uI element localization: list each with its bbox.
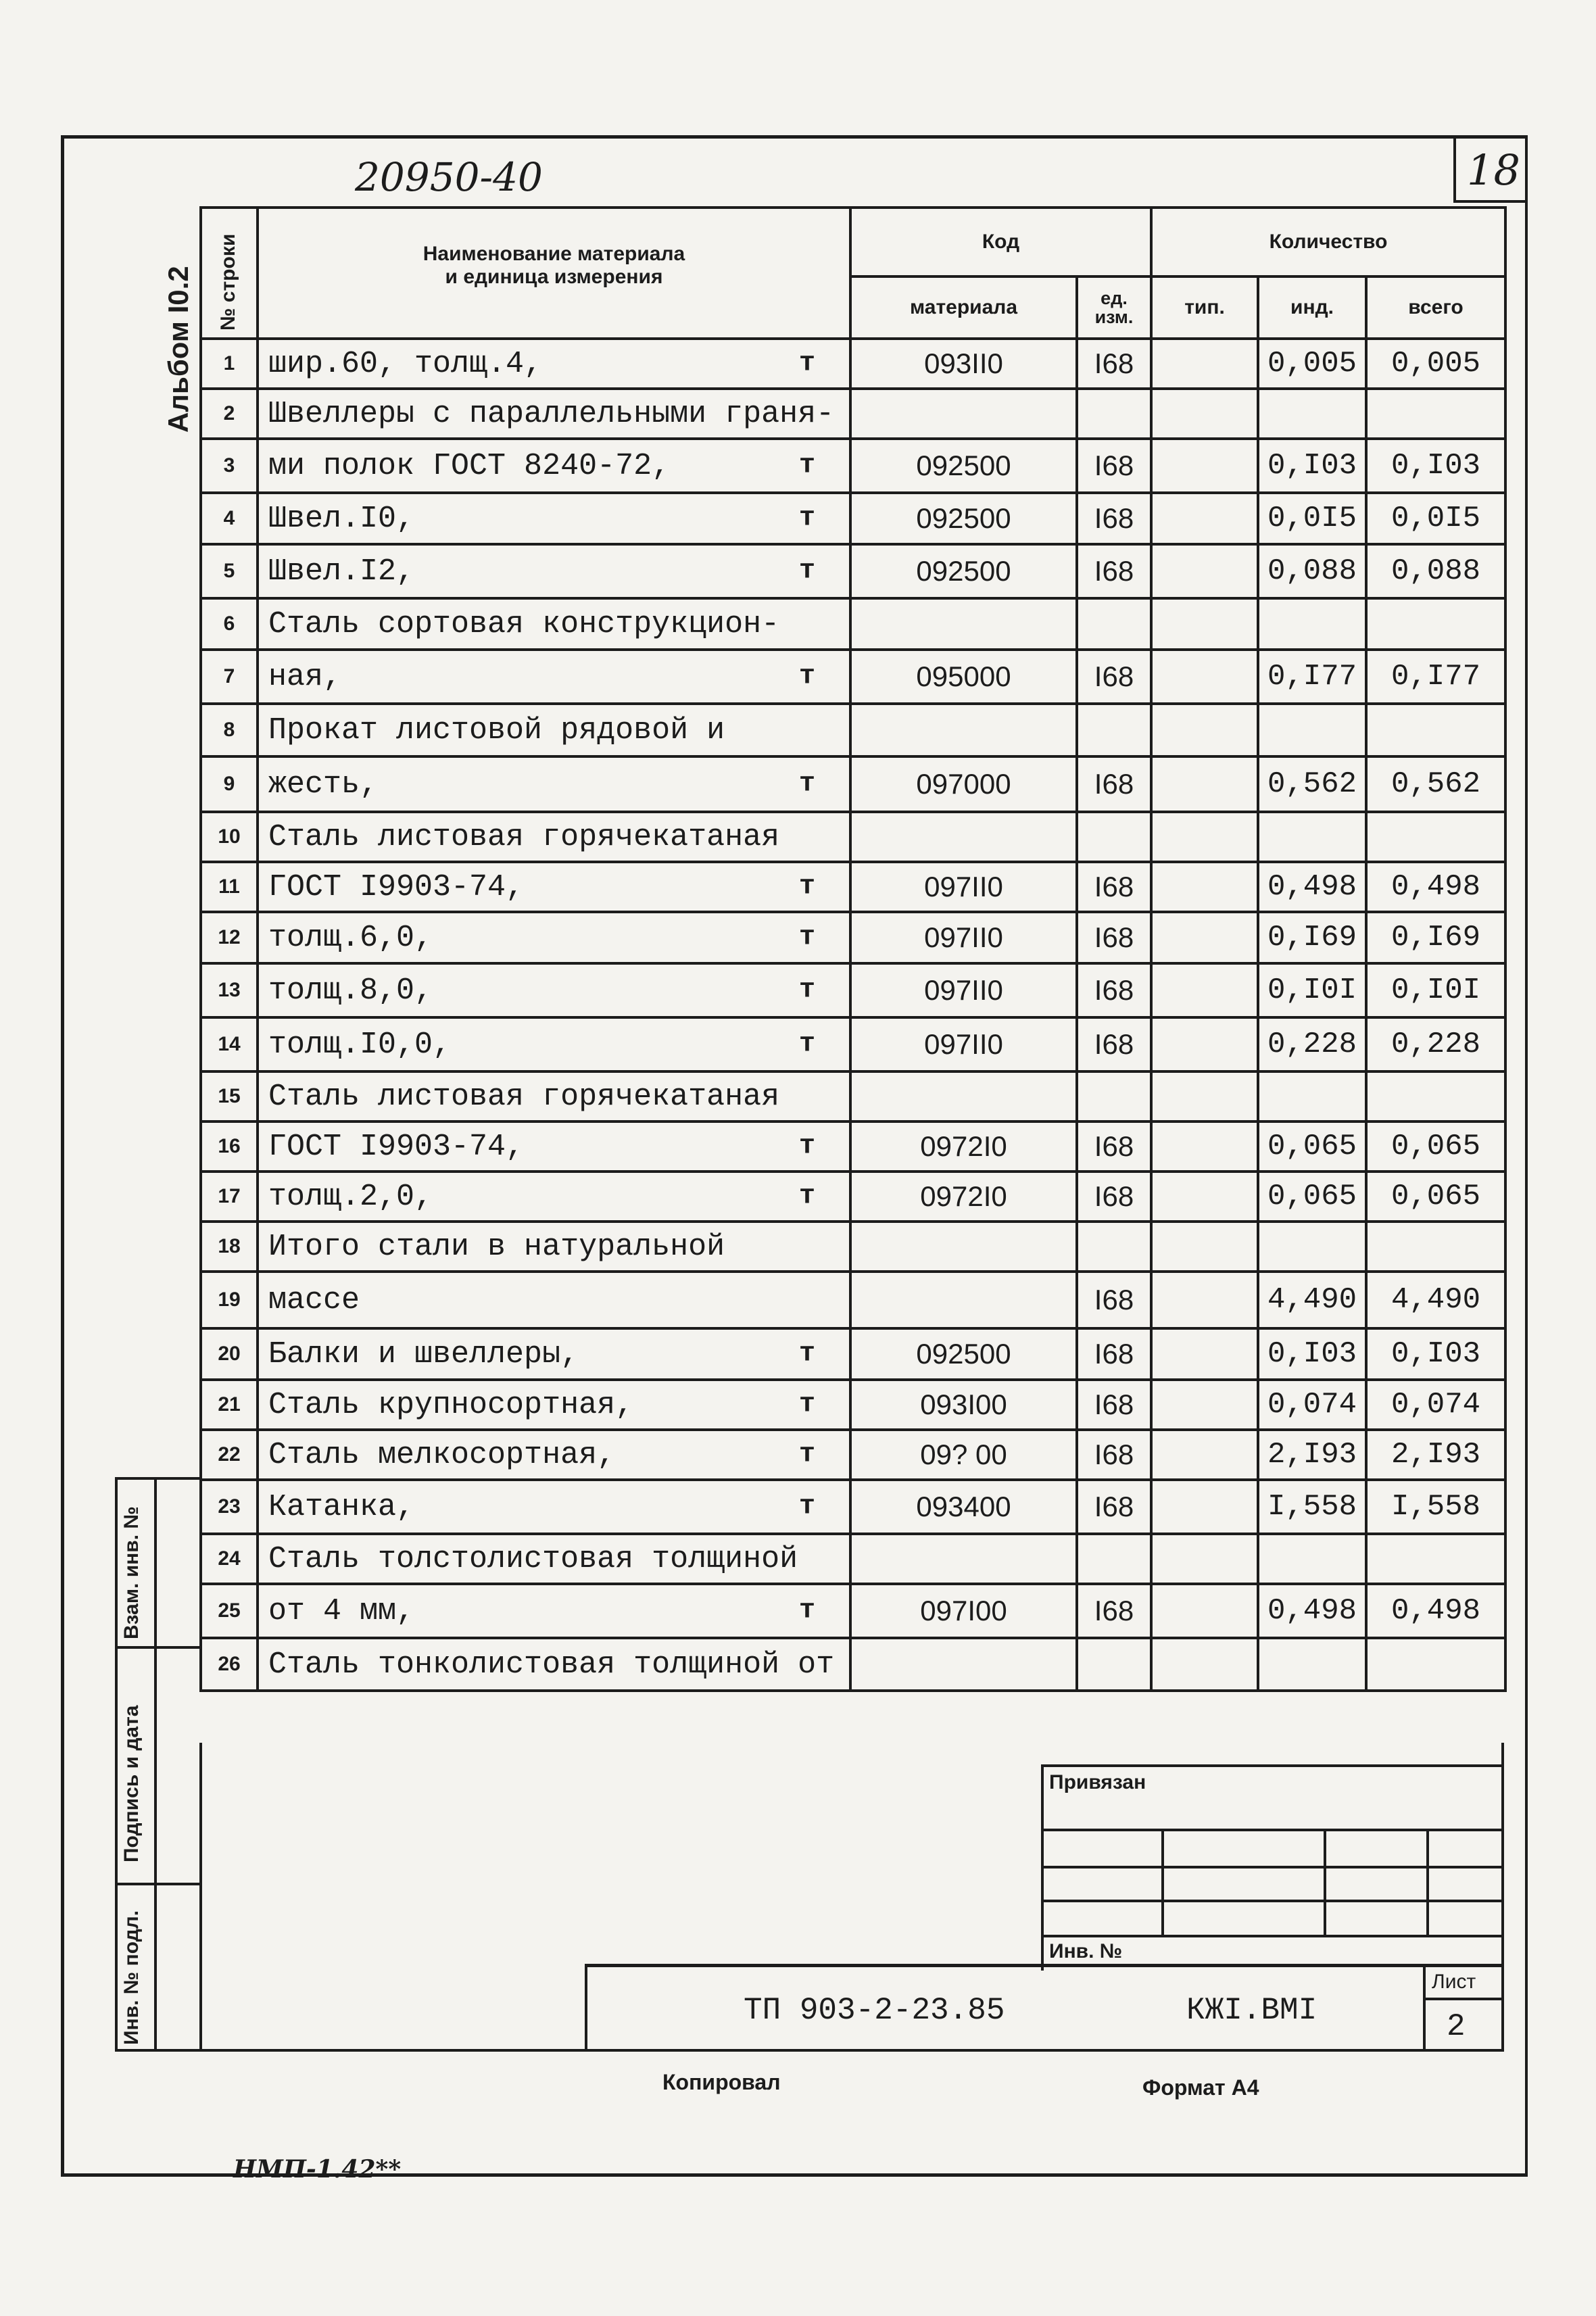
- row-number: 19: [201, 1272, 258, 1328]
- row-number: 20: [201, 1328, 258, 1380]
- unit-code: I68: [1077, 862, 1151, 912]
- row-number: 15: [201, 1071, 258, 1121]
- row-number: 22: [201, 1430, 258, 1480]
- material-name-text: Прокат листовой рядовой и: [268, 713, 725, 748]
- row-number: 18: [201, 1222, 258, 1272]
- table-row: [201, 1480, 1505, 1534]
- row-number: 24: [201, 1534, 258, 1584]
- material-name: [258, 812, 850, 862]
- unit-code: [1077, 389, 1151, 439]
- unit-code: [1077, 812, 1151, 862]
- material-name-text: ми полок ГОСТ 8240-72,: [268, 448, 671, 483]
- qty-total: [1366, 1638, 1505, 1691]
- qty-typ: [1151, 493, 1258, 544]
- qty-ind: 0,I69: [1258, 912, 1366, 963]
- side-vzam: Взам. инв. №: [120, 1506, 143, 1639]
- qty-total: 0,562: [1366, 756, 1505, 812]
- qty-ind: 0,I77: [1258, 650, 1366, 704]
- material-name-text: жесть,: [268, 767, 379, 802]
- material-name-text: Балки и швеллеры,: [268, 1336, 579, 1372]
- material-code: [850, 1071, 1077, 1121]
- unit-letter: т: [798, 503, 815, 534]
- material-name-text: Катанка,: [268, 1489, 415, 1524]
- material-code: 0972I0: [850, 1172, 1077, 1222]
- unit-code: [1077, 704, 1151, 756]
- unit-code: [1077, 598, 1151, 650]
- privyazan-line: [1041, 1900, 1504, 1902]
- material-name: [258, 1222, 850, 1272]
- material-code: 097II0: [850, 963, 1077, 1017]
- qty-total: 0,498: [1366, 1584, 1505, 1638]
- list-number: 2: [1447, 2009, 1466, 2044]
- material-name-text: Сталь крупносортная,: [268, 1387, 634, 1422]
- table-row: [201, 1272, 1505, 1328]
- material-name-text: шир.60, толщ.4,: [268, 346, 543, 381]
- qty-ind: 0,005: [1258, 339, 1366, 389]
- material-code: 093II0: [850, 339, 1077, 389]
- sheet-number: 18: [1467, 145, 1520, 195]
- material-code: 092500: [850, 544, 1077, 598]
- unit-letter: т: [798, 1595, 815, 1626]
- qty-typ: [1151, 389, 1258, 439]
- qty-total: 0,065: [1366, 1172, 1505, 1222]
- row-number: 4: [201, 493, 258, 544]
- qty-total: 2,I93: [1366, 1430, 1505, 1480]
- qty-ind: [1258, 1222, 1366, 1272]
- qty-typ: [1151, 1380, 1258, 1430]
- privyazan-vline: [1426, 1829, 1429, 1937]
- row-number: 17: [201, 1172, 258, 1222]
- material-name-text: Сталь листовая горячекатаная: [268, 1079, 780, 1114]
- row-number: 8: [201, 704, 258, 756]
- qty-ind: 0,562: [1258, 756, 1366, 812]
- unit-code: [1077, 1071, 1151, 1121]
- unit-code: [1077, 1638, 1151, 1691]
- doc-code: 20950-40: [355, 154, 543, 200]
- qty-total: 0,005: [1366, 339, 1505, 389]
- table-row: [201, 1430, 1505, 1480]
- material-name: [258, 1328, 850, 1380]
- material-name: [258, 650, 850, 704]
- qty-total: 0,I0I: [1366, 963, 1505, 1017]
- qty-typ: [1151, 1272, 1258, 1328]
- list-label: Лист: [1432, 1971, 1476, 1993]
- unit-code: I68: [1077, 1430, 1151, 1480]
- material-name: [258, 1534, 850, 1584]
- qty-total: [1366, 704, 1505, 756]
- qty-ind: 0,I0I: [1258, 963, 1366, 1017]
- material-name: [258, 756, 850, 812]
- qty-total: 0,065: [1366, 1121, 1505, 1172]
- qty-ind: 0,498: [1258, 1584, 1366, 1638]
- table-row: [201, 1172, 1505, 1222]
- qty-total: 0,088: [1366, 544, 1505, 598]
- material-name: [258, 963, 850, 1017]
- qty-typ: [1151, 1121, 1258, 1172]
- material-name-text: Сталь листовая горячекатаная: [268, 819, 780, 854]
- qty-total: [1366, 812, 1505, 862]
- material-name: [258, 598, 850, 650]
- unit-letter: т: [798, 1338, 815, 1370]
- qty-typ: [1151, 1534, 1258, 1584]
- material-name-text: Итого стали в натуральной: [268, 1229, 725, 1264]
- unit-letter: т: [798, 922, 815, 953]
- material-name: [258, 1380, 850, 1430]
- table-row: [201, 1017, 1505, 1071]
- unit-code: I68: [1077, 756, 1151, 812]
- table-row: [201, 812, 1505, 862]
- table-row: [201, 389, 1505, 439]
- qty-typ: [1151, 812, 1258, 862]
- side-stamp-divider: [154, 1477, 157, 2052]
- side-stamp-divider: [115, 1883, 199, 1885]
- table-row: [201, 862, 1505, 912]
- row-number: 6: [201, 598, 258, 650]
- row-number: 9: [201, 756, 258, 812]
- unit-letter: т: [798, 348, 815, 379]
- qty-ind: [1258, 704, 1366, 756]
- material-code: 092500: [850, 1328, 1077, 1380]
- material-name-text: толщ.2,0,: [268, 1179, 433, 1214]
- privyazan-line: [1041, 1829, 1504, 1831]
- unit-letter: т: [798, 1439, 815, 1470]
- material-code: 097I00: [850, 1584, 1077, 1638]
- unit-code: [1077, 1534, 1151, 1584]
- side-podpis: Подпись и дата: [120, 1705, 143, 1862]
- qty-total: 0,I69: [1366, 912, 1505, 963]
- qty-total: 0,0I5: [1366, 493, 1505, 544]
- qty-total: I,558: [1366, 1480, 1505, 1534]
- material-name-text: ГОСТ I9903-74,: [268, 869, 525, 904]
- qty-ind: 0,088: [1258, 544, 1366, 598]
- material-code: 095000: [850, 650, 1077, 704]
- material-code: [850, 598, 1077, 650]
- nmp-mark: НМП-1.42**: [233, 2155, 402, 2184]
- material-name: [258, 704, 850, 756]
- unit-code: I68: [1077, 1121, 1151, 1172]
- qty-total: [1366, 1071, 1505, 1121]
- privyazan-line: [1041, 1866, 1504, 1868]
- row-number: 13: [201, 963, 258, 1017]
- mark: КЖI.ВМI: [1186, 1993, 1317, 2028]
- qty-typ: [1151, 1172, 1258, 1222]
- table-row: [201, 1534, 1505, 1584]
- qty-typ: [1151, 650, 1258, 704]
- material-code: 097II0: [850, 912, 1077, 963]
- qty-total: 0,I77: [1366, 650, 1505, 704]
- material-code: 0972I0: [850, 1121, 1077, 1172]
- unit-letter: т: [798, 556, 815, 587]
- table-row: [201, 544, 1505, 598]
- qty-total: 0,I03: [1366, 1328, 1505, 1380]
- material-name: [258, 493, 850, 544]
- qty-total: 4,490: [1366, 1272, 1505, 1328]
- title-strip: [585, 1964, 1504, 2052]
- unit-code: I68: [1077, 1172, 1151, 1222]
- qty-ind: 0,065: [1258, 1172, 1366, 1222]
- material-name: [258, 339, 850, 389]
- unit-letter: т: [798, 871, 815, 902]
- material-code: [850, 1534, 1077, 1584]
- unit-code: I68: [1077, 1584, 1151, 1638]
- unit-code: I68: [1077, 1272, 1151, 1328]
- qty-typ: [1151, 1017, 1258, 1071]
- table-row: [201, 1380, 1505, 1430]
- unit-code: I68: [1077, 339, 1151, 389]
- unit-code: I68: [1077, 544, 1151, 598]
- material-name: [258, 1584, 850, 1638]
- material-name-text: толщ.I0,0,: [268, 1027, 452, 1062]
- col-material: материала: [850, 276, 1077, 339]
- material-name: [258, 439, 850, 493]
- qty-ind: [1258, 1534, 1366, 1584]
- designation: ТП 903-2-23.85: [744, 1993, 1005, 2028]
- material-name: [258, 1272, 850, 1328]
- col-total: всего: [1366, 276, 1505, 339]
- qty-ind: I,558: [1258, 1480, 1366, 1534]
- row-number: 23: [201, 1480, 258, 1534]
- qty-typ: [1151, 1328, 1258, 1380]
- material-name-text: от 4 мм,: [268, 1593, 415, 1629]
- material-name-text: Сталь тонколистовая толщиной от: [268, 1647, 835, 1682]
- table-row: [201, 598, 1505, 650]
- unit-letter: т: [798, 1181, 815, 1212]
- album-label: Альбом I0.2: [162, 266, 194, 433]
- qty-ind: 0,0I5: [1258, 493, 1366, 544]
- material-code: [850, 812, 1077, 862]
- table-row: [201, 439, 1505, 493]
- qty-typ: [1151, 704, 1258, 756]
- material-name: [258, 1638, 850, 1691]
- qty-typ: [1151, 439, 1258, 493]
- qty-typ: [1151, 912, 1258, 963]
- table-row: [201, 704, 1505, 756]
- qty-ind: 0,065: [1258, 1121, 1366, 1172]
- material-code: 092500: [850, 493, 1077, 544]
- col-unit: ед. изм.: [1077, 276, 1151, 339]
- qty-ind: 0,074: [1258, 1380, 1366, 1430]
- material-name-text: Сталь толстолистовая толщиной: [268, 1541, 798, 1576]
- unit-code: I68: [1077, 1480, 1151, 1534]
- qty-typ: [1151, 1430, 1258, 1480]
- table-row: [201, 756, 1505, 812]
- list-box-border: [1423, 1998, 1504, 2000]
- table-row: [201, 650, 1505, 704]
- inv-no-label: Инв. №: [1049, 1940, 1123, 1962]
- qty-total: 0,I03: [1366, 439, 1505, 493]
- unit-code: I68: [1077, 650, 1151, 704]
- table-row: [201, 1328, 1505, 1380]
- material-name: [258, 862, 850, 912]
- col-code: Код: [850, 208, 1151, 276]
- qty-ind: 2,I93: [1258, 1430, 1366, 1480]
- side-stamp-divider: [115, 1646, 199, 1649]
- material-name-text: Сталь сортовая конструкцион-: [268, 606, 780, 642]
- qty-typ: [1151, 339, 1258, 389]
- material-code: 097000: [850, 756, 1077, 812]
- unit-letter: т: [798, 769, 815, 800]
- qty-typ: [1151, 963, 1258, 1017]
- row-number: 11: [201, 862, 258, 912]
- format-label: Формат А4: [1142, 2075, 1259, 2100]
- qty-typ: [1151, 862, 1258, 912]
- unit-code: I68: [1077, 1380, 1151, 1430]
- row-number: 1: [201, 339, 258, 389]
- table-row: [201, 1584, 1505, 1638]
- material-name: [258, 1480, 850, 1534]
- table-row: [201, 963, 1505, 1017]
- qty-ind: [1258, 1638, 1366, 1691]
- privyazan-vline: [1161, 1829, 1164, 1937]
- unit-letter: т: [798, 975, 815, 1006]
- qty-total: [1366, 389, 1505, 439]
- material-name: [258, 389, 850, 439]
- qty-typ: [1151, 1480, 1258, 1534]
- unit-code: I68: [1077, 1328, 1151, 1380]
- row-number: 5: [201, 544, 258, 598]
- material-name-text: ГОСТ I9903-74,: [268, 1129, 525, 1164]
- material-code: [850, 1638, 1077, 1691]
- privyazan-vline: [1324, 1829, 1326, 1937]
- row-number: 12: [201, 912, 258, 963]
- unit-letter: т: [798, 1389, 815, 1420]
- material-name-text: Швеллеры с параллельными граня-: [268, 396, 835, 431]
- qty-ind: [1258, 1071, 1366, 1121]
- unit-letter: т: [798, 1029, 815, 1060]
- table-row: [201, 1638, 1505, 1691]
- qty-total: [1366, 1222, 1505, 1272]
- qty-ind: 0,I03: [1258, 439, 1366, 493]
- privyazan-line: [1041, 1935, 1504, 1937]
- unit-letter: т: [798, 1131, 815, 1162]
- table-row: [201, 1222, 1505, 1272]
- qty-typ: [1151, 598, 1258, 650]
- qty-ind: [1258, 812, 1366, 862]
- qty-typ: [1151, 1071, 1258, 1121]
- row-number: 21: [201, 1380, 258, 1430]
- row-number: 2: [201, 389, 258, 439]
- col-row-no: № строки: [201, 208, 258, 339]
- qty-typ: [1151, 1222, 1258, 1272]
- unit-code: I68: [1077, 493, 1151, 544]
- material-code: 093400: [850, 1480, 1077, 1534]
- material-name: [258, 1430, 850, 1480]
- table-row: [201, 912, 1505, 963]
- unit-code: I68: [1077, 912, 1151, 963]
- col-ind: инд.: [1258, 276, 1366, 339]
- row-number: 25: [201, 1584, 258, 1638]
- row-number: 16: [201, 1121, 258, 1172]
- material-name-text: Швел.I2,: [268, 554, 415, 589]
- qty-total: [1366, 1534, 1505, 1584]
- material-name: [258, 544, 850, 598]
- qty-ind: 0,498: [1258, 862, 1366, 912]
- col-quantity: Количество: [1151, 208, 1505, 276]
- material-name-text: массе: [268, 1282, 360, 1318]
- qty-typ: [1151, 544, 1258, 598]
- list-box-border: [1423, 1964, 1426, 2052]
- privyazan-label: Привязан: [1049, 1771, 1146, 1793]
- qty-ind: 0,228: [1258, 1017, 1366, 1071]
- material-name-text: ная,: [268, 659, 342, 694]
- material-name-text: толщ.8,0,: [268, 973, 433, 1008]
- qty-typ: [1151, 1638, 1258, 1691]
- row-number: 14: [201, 1017, 258, 1071]
- qty-total: [1366, 598, 1505, 650]
- material-code: 097II0: [850, 1017, 1077, 1071]
- qty-total: 0,228: [1366, 1017, 1505, 1071]
- material-code: 093I00: [850, 1380, 1077, 1430]
- material-code: [850, 704, 1077, 756]
- qty-ind: [1258, 598, 1366, 650]
- unit-letter: т: [798, 661, 815, 692]
- material-code: [850, 1272, 1077, 1328]
- qty-ind: 4,490: [1258, 1272, 1366, 1328]
- qty-typ: [1151, 756, 1258, 812]
- unit-letter: т: [798, 450, 815, 481]
- table-row: [201, 339, 1505, 389]
- qty-total: 0,498: [1366, 862, 1505, 912]
- material-code: [850, 1222, 1077, 1272]
- material-name-text: толщ.6,0,: [268, 920, 433, 955]
- row-number: 10: [201, 812, 258, 862]
- material-name: [258, 1121, 850, 1172]
- col-typ: тип.: [1151, 276, 1258, 339]
- material-name-text: Сталь мелкосортная,: [268, 1437, 616, 1472]
- col-name: Наименование материала и единица измерения: [258, 208, 850, 339]
- material-name: [258, 912, 850, 963]
- qty-total: 0,074: [1366, 1380, 1505, 1430]
- material-name: [258, 1017, 850, 1071]
- material-name: [258, 1172, 850, 1222]
- table-row: [201, 1071, 1505, 1121]
- table-row: [201, 1121, 1505, 1172]
- unit-code: I68: [1077, 1017, 1151, 1071]
- table-row: [201, 493, 1505, 544]
- material-code: 09? 00: [850, 1430, 1077, 1480]
- material-code: 097II0: [850, 862, 1077, 912]
- unit-code: [1077, 1222, 1151, 1272]
- material-name: [258, 1071, 850, 1121]
- unit-code: I68: [1077, 963, 1151, 1017]
- qty-ind: [1258, 389, 1366, 439]
- row-number: 7: [201, 650, 258, 704]
- materials-table: [199, 206, 1507, 1692]
- material-code: [850, 389, 1077, 439]
- unit-code: I68: [1077, 439, 1151, 493]
- qty-ind: 0,I03: [1258, 1328, 1366, 1380]
- material-code: 092500: [850, 439, 1077, 493]
- kopiroval-label: Копировал: [662, 2070, 781, 2094]
- qty-typ: [1151, 1584, 1258, 1638]
- side-inv-podl: Инв. № подл.: [120, 1910, 143, 2045]
- row-number: 3: [201, 439, 258, 493]
- unit-letter: т: [798, 1491, 815, 1522]
- material-name-text: Швел.I0,: [268, 501, 415, 536]
- row-number: 26: [201, 1638, 258, 1691]
